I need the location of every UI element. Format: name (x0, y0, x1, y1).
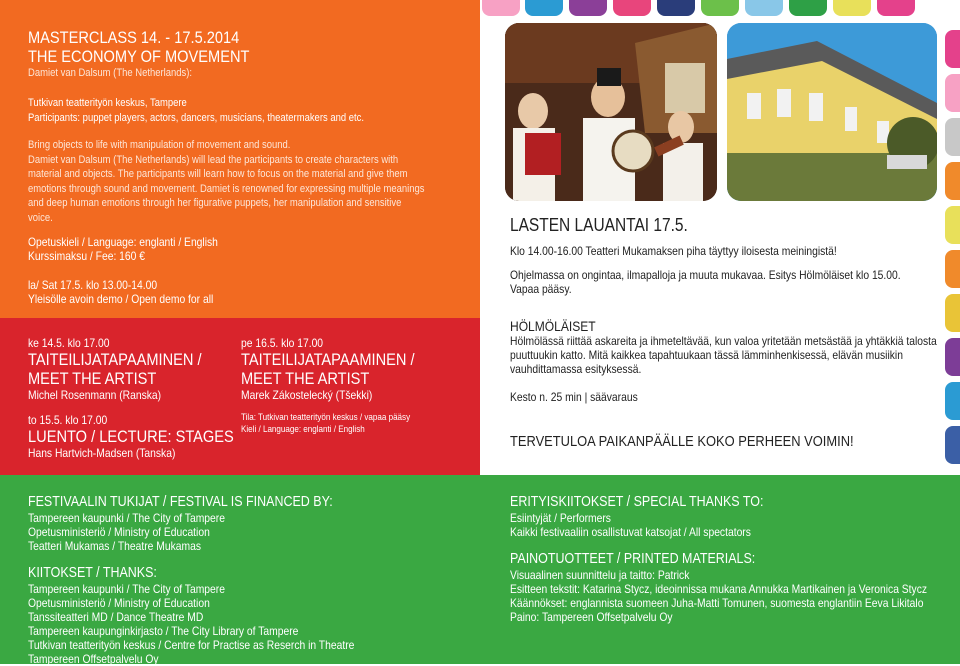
saturday-line: Klo 14.00-16.00 Teatteri Mukamaksen piha täyttyy iloisesta meiningistä! (510, 244, 837, 258)
venue-text: Tutkivan teatterityön keskus, Tampere (28, 97, 187, 109)
meet-date: ke 14.5. klo 17.00 (28, 336, 110, 350)
description-line: voice. (28, 211, 53, 224)
special-item: Esiintyjät / Performers (510, 511, 611, 525)
sponsor-item: Opetusministeriö / Ministry of Education (28, 525, 210, 539)
thanks-title: KIITOKSET / THANKS: (28, 565, 157, 581)
show-line: vauhdittamassa esityksessä. (510, 362, 642, 376)
printed-title: PAINOTUOTTEET / PRINTED MATERIALS: (510, 551, 756, 567)
color-tab (945, 118, 960, 156)
color-tab (789, 0, 827, 16)
color-tab (745, 0, 783, 16)
thanks-item: Opetusministeriö / Ministry of Education (28, 596, 210, 610)
color-tab (945, 426, 960, 464)
description-line: Damiet van Dalsum (The Netherlands) will lead the participants to create characters with (28, 153, 399, 166)
masterclass-heading (28, 28, 286, 81)
color-tab (945, 30, 960, 68)
house-photo (727, 23, 937, 201)
holmolaiset-section (510, 318, 960, 404)
welcome-text-wrap (510, 433, 910, 451)
description-line: emotions through sound and movement. Damiet is renowned for expressing multiple meanings (28, 182, 425, 195)
meet-venue: Tila: Tutkivan teatterityön keskus / vapaa pääsy (241, 411, 411, 422)
thanks-item: Tampereen Offsetpalvelu Oy (28, 652, 159, 666)
meet-the-artist-panel (0, 318, 480, 475)
color-tab (701, 0, 739, 16)
language-text: Opetuskieli / Language: englanti / English (28, 235, 218, 249)
meet-title: MEET THE ARTIST (241, 369, 370, 388)
sponsors-panel (0, 475, 960, 664)
color-tabs-top (480, 0, 960, 16)
lecture-title: LUENTO / LECTURE: STAGES (28, 427, 234, 446)
meet-title: TAITEILIJATAPAAMINEN / (28, 350, 202, 369)
lecture-artist: Hans Hartvich-Madsen (Tanska) (28, 446, 176, 460)
thanks-item: Tampereen kaupunki / The City of Tampere (28, 582, 225, 596)
show-line: Hölmölässä riittää askareita ja ihmeteltävää, kun valoa yritetään metsästää ja yhtäkkiä talosta (510, 334, 937, 348)
welcome-text: TERVETULOA PAIKANPÄÄLLE KOKO PERHEEN VOIMIN! (510, 433, 854, 450)
color-tab (569, 0, 607, 16)
printed-item: Visuaalinen suunnittelu ja taitto: Patrick (510, 568, 690, 582)
special-title: ERITYISKIITOKSET / SPECIAL THANKS TO: (510, 494, 764, 510)
saturday-line: Vapaa pääsy. (510, 282, 572, 296)
color-tab (833, 0, 871, 16)
description-intro: Bring objects to life with manipulation of movement and sound. (28, 139, 291, 151)
masterclass-subtitle: THE ECONOMY OF MOVEMENT (28, 47, 250, 66)
description-line: material and objects. The participants will learn how to focus on the material and give them (28, 168, 408, 180)
meet-artist: Michel Rosenmann (Ranska) (28, 388, 162, 402)
color-tab (657, 0, 695, 16)
masterclass-title: MASTERCLASS 14. - 17.5.2014 (28, 28, 240, 47)
printed-item: Käännökset: englannista suomeen Juha-Matti Tomunen, suomesta englantiin Eeva Likitalo (510, 596, 924, 610)
color-tab (945, 74, 960, 112)
color-tab (482, 0, 520, 16)
thanks-item: Tanssiteatteri MD / Dance Theatre MD (28, 610, 204, 624)
teacher-name: Damiet van Dalsum (The Netherlands): (28, 67, 193, 79)
meet-artist: Marek Zákostelecký (Tšekki) (241, 388, 373, 402)
musicians-photo (505, 23, 717, 201)
printed-item: Esitteen tekstit: Katarina Stycz, ideoinnissa mukana Annukka Martikainen ja Veronica Stycz (510, 582, 928, 596)
color-tab (877, 0, 915, 16)
color-tab (613, 0, 651, 16)
special-item: Kaikki festivaaliin osallistuvat katsojat / All spectators (510, 525, 751, 539)
color-tab (945, 162, 960, 200)
printed-item: Paino: Tampereen Offsetpalvelu Oy (510, 610, 673, 624)
lecture-date: to 15.5. klo 17.00 (28, 413, 108, 427)
demo-text: Yleisölle avoin demo / Open demo for all (28, 292, 214, 306)
thanks-item: Tutkivan teatterityön keskus / Centre for Practise as Reserch in Theatre (28, 638, 355, 652)
sponsors-title: FESTIVAALIN TUKIJAT / FESTIVAL IS FINANCED BY: (28, 494, 333, 510)
thanks-item: Tampereen kaupunginkirjasto / The City Library of Tampere (28, 624, 299, 638)
description-line: and deep human emotions through her figurative puppets, her manipulation and sensitive (28, 197, 402, 209)
show-line: puuttuukin katto. Mitä kaikkea tapahtuukaan tässä lämminhenkisessä, elävän musiikin (510, 348, 903, 362)
sponsor-item: Tampereen kaupunki / The City of Tampere (28, 511, 225, 525)
show-title: HÖLMÖLÄISET (510, 318, 596, 334)
masterclass-panel (0, 0, 480, 318)
demo-date: la/ Sat 17.5. klo 13.00-14.00 (28, 278, 158, 292)
meet-title: TAITEILIJATAPAAMINEN / (241, 350, 415, 369)
saturday-title: LASTEN LAUANTAI 17.5. (510, 215, 688, 235)
saturday-line: Ohjelmassa on ongintaa, ilmapalloja ja muuta mukavaa. Esitys Hölmöläiset klo 15.00. (510, 268, 901, 282)
show-duration: Kesto n. 25 min | säävaraus (510, 390, 638, 404)
meet-title: MEET THE ARTIST (28, 369, 157, 388)
meet-date: pe 16.5. klo 17.00 (241, 336, 324, 350)
fee-text: Kurssimaksu / Fee: 160 € (28, 249, 146, 263)
meet-language: Kieli / Language: englanti / English (241, 423, 365, 434)
saturday-section (510, 214, 960, 296)
color-tab (525, 0, 563, 16)
participants-text: Participants: puppet players, actors, dancers, musicians, theatermakers and etc. (28, 111, 365, 124)
sponsor-item: Teatteri Mukamas / Theatre Mukamas (28, 539, 202, 553)
